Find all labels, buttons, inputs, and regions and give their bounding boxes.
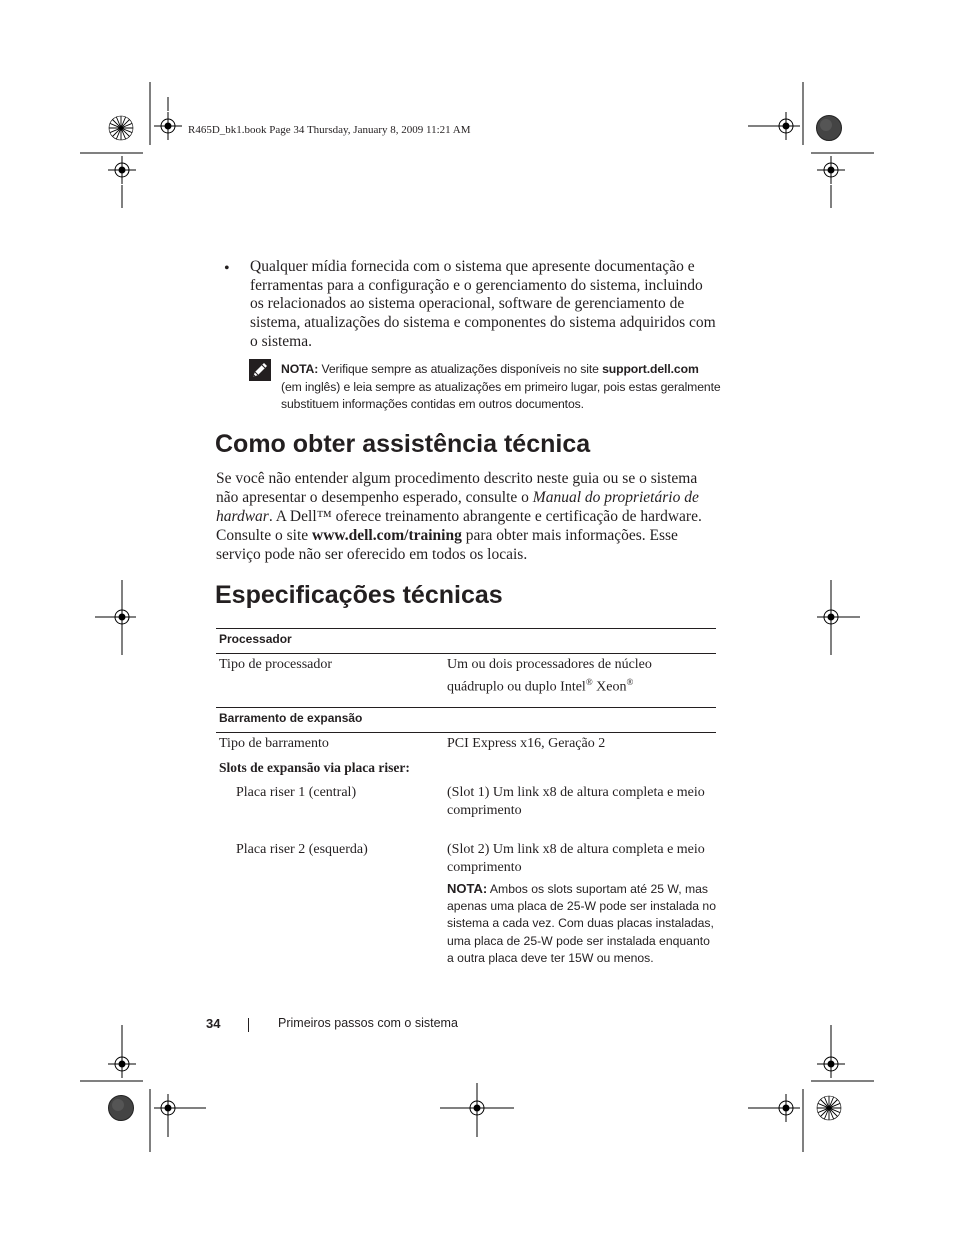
note-text-after: (em inglês) e leia sempre as atualizações em primeiro lugar, pois estas geralmente substituem informações contidas em outros documentos. <box>281 379 721 412</box>
pencil-note-icon <box>249 359 271 381</box>
training-link[interactable]: www.dell.com/training <box>312 527 462 544</box>
note-text-before: Verifique sempre as atualizações disponíveis no site <box>321 362 599 376</box>
note-label: NOTA: <box>447 881 488 896</box>
print-header: R465D_bk1.book Page 34 Thursday, January 8, 2009 11:21 AM <box>188 124 471 136</box>
spec-label: Tipo de processador <box>219 657 333 672</box>
spec-value-line: quádruplo ou duplo Intel <box>447 679 586 695</box>
assistance-paragraph <box>216 469 716 564</box>
footer-divider <box>248 1018 249 1032</box>
note-text <box>281 361 721 414</box>
bullet-icon: • <box>224 260 230 277</box>
chapter-title: Primeiros passos com o sistema <box>278 1016 458 1030</box>
spec-label: Placa riser 2 (esquerda) <box>236 842 368 857</box>
registered-mark: ® <box>626 676 634 687</box>
manual-title: Manual do proprietário de hardwar <box>216 489 699 525</box>
spec-value-line: Xeon <box>596 679 627 695</box>
para-part-1: Se você não entender algum procedimento descrito neste guia ou se o sistema não apresentar o desempenho esperado, consulte o <box>216 470 698 506</box>
table-rule <box>216 653 716 654</box>
spec-section-title: Processador <box>219 632 292 646</box>
table-rule <box>216 732 716 733</box>
para-part-2: . A Dell™ oferece treinamento abrangente e certificação de hardware. Consulte o site <box>216 508 702 544</box>
spec-value-line: Um ou dois processadores de núcleo <box>447 657 652 672</box>
spec-value: PCI Express x16, Geração 2 <box>447 736 606 751</box>
table-rule <box>216 628 716 629</box>
page-number: 34 <box>206 1016 221 1031</box>
spec-label: Tipo de barramento <box>219 736 329 751</box>
spec-value <box>447 656 717 696</box>
spec-value: (Slot 1) Um link x8 de altura completa e meio comprimento <box>447 785 705 818</box>
section-heading-specs: Especificações técnicas <box>215 581 503 609</box>
bullet-text: Qualquer mídia fornecida com o sistema que apresente documentação e ferramentas para a configuração e o gerenciamento do sistema, incluindo os relacionados ao sistema operacional, software de gerenciamento de sistema, atualizações do sistema e componentes do sistema adquiridos com o sistema. <box>250 258 716 350</box>
spec-section-title: Barramento de expansão <box>219 711 363 725</box>
slot-note <box>447 880 717 967</box>
registered-mark: ® <box>585 676 593 687</box>
spec-value: (Slot 2) Um link x8 de altura completa e meio comprimento <box>447 842 705 875</box>
section-heading-assistance: Como obter assistência técnica <box>215 430 591 458</box>
para-part-3: para obter mais informações. Esse serviço pode não ser oferecido em todos os locais. <box>216 527 678 563</box>
note-body: Ambos os slots suportam até 25 W, mas apenas uma placa de 25-W pode ser instalada no sistema a cada vez. Com duas placas instaladas, uma placa de 25-W pode ser instalada enquanto a outra placa deve ter 15W ou menos. <box>447 882 716 965</box>
spec-label: Placa riser 1 (central) <box>236 785 357 800</box>
spec-subheading: Slots de expansão via placa riser: <box>219 760 410 775</box>
support-link[interactable]: support.dell.com <box>602 362 699 376</box>
note-label: NOTA: <box>281 362 319 376</box>
table-rule <box>216 707 716 708</box>
